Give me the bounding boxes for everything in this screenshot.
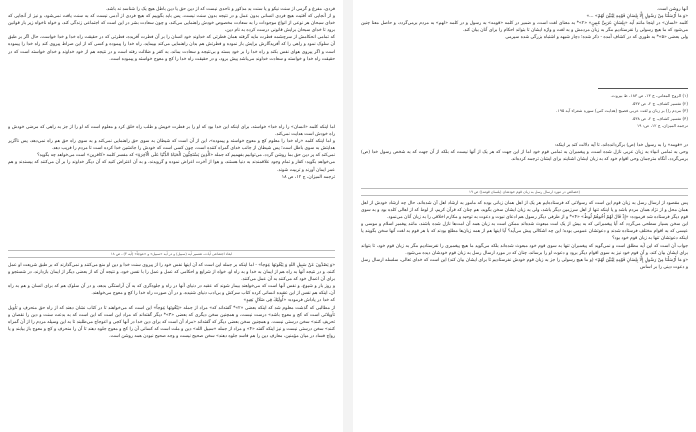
right-page [353, 0, 696, 432]
footnote: (۴) تفسیر کشاف، ج ۲، ص ۵۳۸. [631, 115, 688, 121]
left-bottom-text [8, 262, 335, 426]
paragraph: پس مقصود از ارسال رسل به زبان قوم این است که رسولانی که فرستاده‌ایم هر یک از اهل همان زبانی بوده که مأمور به ارشاد اهل آن شده‌اند، حال چه ارشاد خودش از اهل همان محل و از نژاد همان مردم باشد و یا اینکه تنها از اهل سرزمین دیگر باشد، ولی به زبان ایشان سخن بگوید، هم چنان که قرآن کریم، از لوط که از اهالی کلده بود و به سوی قوم دیگر فرستاده شد فرموده: «إِذْ قَالَ لَهُمْ أَخُوهُمْ لُوطٌ» «۴»* و از طرفی دیگر رسول هم ادعای نبوت و دعوت به توحید و مکارم اخلاقی را به زبان آنان می‌نمود. [361, 201, 688, 221]
paragraph: آنها روشن است. [656, 7, 688, 12]
paragraph: نمی‌کند که پر دین حق بما روشن گردد، می‌توانیم بفهمیم که جمله «الَّذِینَ یَسْتَحِبُّونَ الْحَیَاةَ الدُّنْیَا عَلَى الْآخِرَةِ» که مفسر کلمه «کافرین» است می‌خواهد چه بگوید؟ [37, 153, 335, 159]
running-header: ابعاد اجتماعی آیات، تفسیر آیه (سبیل) و در آیه «سبیل» و «عوجاً» (آیه ۳) ـ ص ۱۸ [8, 250, 335, 258]
left-top-text [8, 6, 335, 118]
paragraph: می‌خواهد بگوید: کفار و تمام وجود علاقمندند به دنیا هستند، و هوا از آخرت اعراض نموده و گرویدند، و به آن اعتراض کنید که آن دیگر خداوند را بر آن می‌کنند که بپسندند و هم عمر ایمان آورند و تربیت شوند. [8, 160, 335, 173]
paragraph: اما اینکه کلمه «انسان» را راه خدا» خواسته، برای اینکه این خدا بود که او را بر فطرت خویش و طلب راه خلق کرد و معلوم است که او را از جز به راهی که مرضی خودش و راه خودش است هدایت نمی‌کند. [8, 125, 335, 138]
page-gutter [343, 0, 353, 432]
right-bottom-text [361, 200, 688, 426]
paragraph: این سخن بسیار سطحی می‌گردد که آیا پیغمبرانی که به بیش از یک امت مبعوث شده‌اند ممکن است به زبان همه آن امت‌ها نازل شده باشند، مانند پیغمبر اسلام و موسی و عیسی که به اقوام مختلف فرستاده شدند و دعوتشان عمومی بوده؛ این چه اشکالی پیش می‌آید؟ آیا اینها هم از همه زبان‌ها مطلع بودند که با هر قوم به لغت آنها سخن بگویند یا اینکه دعوتشان تنها به زبان قوم خود بود؟ [361, 222, 688, 242]
paragraph: فردی، مفرغ و گرمی از سنت نیکو و یا سنت بد مذکور و ناحدی نیست که از دین حق یا دین باطل هیچ یک را شناسد نه باشد. [105, 7, 335, 12]
paragraph: از مطالبی که گذشت معلوم شد که اینکه بعضی «۲»* گفته‌اند که» مراد از جمله «یَبْغُونَهَا عِوَجاً» این است که می‌خواهند تا در کتاب نشان دهند که از راه حق منحرف و تأویل تأویلاتی است که کج و معوج باشد» درست نیست، و همچنین سخن دیگری که بعضی «۳»* دیگر گفته‌اند که مراد این است که این است که به بدعت سنت و دین را نقصان و تحریف کنند» سخن درستی نیست. و همچنین سخن بعضی دیگر که گفته‌اند «مراد آن است که برای دین خدا در آنها کجی و اعوجاج می‌طلبند تا به این وسیله مردم را از آن گمراه کنند» سخن درستی نیست و نیز اینکه گفته «۴» و مراد از جمله «سبیل الله» دین و ملت است که کسانی آن را کج و معوج جلوه دهند تا آن را منحرف و کج و معوج باز بیابند و یا رواج فساد در میان مؤمنین، معارف دین را هم فاسد جلوه دهند» سخن صحیح نیست و وجه صحیح نبودن همه روشن است. [8, 305, 335, 339]
footnote: (۱) الروح المعانی، ج ۱۳، ص ۱۸۳، ط بیروت. [610, 93, 688, 98]
paragraph: جواب آن است که این آیه مطلق است و نمی‌گوید که پیغمبران تنها به سوی قوم خود مبعوث شده‌اند بلکه می‌گوید ما هیچ پیغمبری را نفرستادیم مگر به زبان قوم خود، تا بتواند برای ایشان بیان کند، و آن قوم خود نیز به سوی اقوام دیگر برود و دعوت او را برساند، چنان که در مورد ارسال رسل به زبان قوم خودشان دیده می‌شود. [361, 243, 688, 256]
paragraph: وحی به تمامی انبیاء به زبان عربی نازل شده است، و پیغمبران به تمامی قوم خود اما از این جهت که هر یک از آنها نیست که بلکه از آن جهت که به شخص رسول خدا (ص) برمی‌گردد، آنگاه مترجمان وحی اقوام خود که به زبان ایشان اشنایند برای ایشان ترجمه کرده‌اند. [361, 150, 688, 163]
left-page [0, 0, 343, 432]
paragraph: در «قومه» را به رسول خدا (ص) برگردانده‌اند، تا آیه دلالت کند بر اینکه: [554, 143, 688, 148]
paragraph: که خدا در پاداش فرموده: «أُولَئِكَ فِی ضَلَالٍ بَعِیدٍ» [243, 298, 335, 304]
paragraph: «وَ مَا أَرْسَلْنَا مِنْ رَسُولٍ إِلَّا بِلِسَانِ قَوْمِهِ لِیُبَیِّنَ لَهُمْ» ...» [586, 14, 688, 20]
right-middle-text [361, 142, 688, 182]
paragraph: و روز بار و شیوع، و نفس آنها است که می‌خواهند بیمار شوند که عقبه در دنیای آنها در راه و جلوه‌گری که به آن آراستگی بدهد، و در آن سلوک هم که برای انسان و هم به راه آن، اینکه هم نفس از این عقیده انسانی کرده کتاب سرکش و بی‌ادب دنیای شنیده، و در آن صورت راه خدا را کج و معوج می‌خواهند. [8, 284, 335, 297]
footnote: (۲) تفسیر کشاف، ج ۲، ص ۵۳۷. [631, 100, 688, 106]
footnote-rule [598, 88, 688, 89]
paragraph: کلمه «لسان» در اینجا مانند آیه «بِلِسَانٍ عَرَبِیٍّ مُبِینٍ» «۲»* به معنای لغت است، و ضمیر در کلمه «قومه» به رسول و در کلمه «لهم» به مردم برمی‌گردد، و حاصل معنا چنین می‌شود که ما هیچ رسولی را نفرستادیم مگر به زبان مردمش و به لغت و واژه ایشان تا بتواند احکام را برای آنان بیان کند. [361, 21, 688, 34]
footnotes [361, 92, 688, 138]
page-reference: ترجمه المیزان، ج ۱۲، ص: ۱۹ [637, 123, 688, 129]
footnote: (۳) مردم را) بر زبان و لغت عربی فصیح (هدایت کنی) سوره شعراء آیه ۱۹۵. [556, 108, 688, 114]
paragraph: و از آنجایی که آفتیت هیچ فردی انسانی بدون عمل و در نتیجه بدون سنت نیست، پس باید بگوییم که هیچ فردی از آدمی نیست که به سنت یافت نمی‌شود، و نیز از آنجایی که خدای سبحان هر نوعی از انواع موجودات را به سعادت مخصوص خودش راهنمایی می‌کند، و چون سعادت بشر در این است که اجتماعی زندگی کند، و خواه ناخواه زیر بار قوانین برود تا خدای سبحان برایش قانونی درست کرده به نام دین، [8, 14, 335, 34]
right-top-text [361, 6, 688, 84]
paragraph: «وَ مَا أَرْسَلْنَا مِنْ رَسُولٍ إِلَّا بِلِسَانِ قَوْمِهِ لِیُبَیِّنَ لَهُمْ» (و ما هیچ رسولی را جز به زبان قوم خودش نفرستادیم تا برای ایشان بیان کند) این است که خدای تعالی، سلسله ارسال رسل و دعوت دینی را بر اساس [361, 257, 688, 270]
paragraph: که تمامی انحکامش از سرچشمه فطرت مایه گرفته همان فطرتی که خداوند خود انسان را بر آن فطرت آفریده، فطرتی که در حقیقت راه خدا و خدا خواست، حال اگر بر طبق آن سلوک نمود و راهی را که آفریدگارش برایش باز نموده و فطرتش هم بدان راهنمایی می‌کند بپیماید، راه خدا را پیموده و کسی که از این صراط پیروی کند راه خدا را پیموده است و اگر پیروی هوای نفس بکند و راه خدا را بر خود بسته و بی‌نتیجه و سعادت بماند، به کفر و ضلالت رفته است و در نتیجه هم از خود خداوند و خدای خواسته است که در حقیقت راه خدا و خواسته و سعادت خداوند می‌باشد پیش برود، و در حقیقت راه خدا را کج و معوج خواسته و پیموده است. [8, 35, 335, 62]
running-header: (خصائص در مورد ارسال رسل به زبان قوم خودشان (بلسان قومه)) ص ۱۹ [361, 188, 688, 196]
paragraph: «وَ یَصُدُّونَ عَنْ سَبِیلِ اللَّهِ وَ یَبْغُونَهَا عِوَجاً» - اما اینکه بر جمله این است که آن اینها نفس خود را از پیروی سنت خدا و دین او منع می‌کنند و نمی‌گذارند که بر طبق شریعت او عمل کنند، و در نتیجه آنها به راه هم از ایمان به خدا و به راه او، خواه از شرایع و احکامی که عمل و عمل را با نفس خود، و نتیجه آن که از بعضی دیگر از ایمان بازدارند، در شستجو و برای آن اعمال خود که می‌کنند به آن عمل می‌کنند. [8, 263, 335, 283]
page-reference: ترجمه المیزان، ج ۱۲، ص ۱۸ [281, 174, 335, 180]
left-middle-text [8, 124, 335, 244]
paragraph: ولی بعضی «۵»* به طوری که در کشاف آمده - ذکر شده؛ دچار شبهه و اشتباه بزرگی شده سیرمی [505, 35, 688, 41]
paragraph: و اما اینکه کلمه «راه خدا را معلوم کج و معوج خواسته و پیموده»، این از آن است که شیطان به سوی حق راهنمایی نمی‌کند و به سوی راه حق هم راه نمی‌دهد، پس ناگزیر هدایتش به سوی باطل است؛ پس شیطان از جانب خدای گمراه کننده است، چون کسی است که خودش را جانشین خدا کرده است تا مردم را فریب دهد. [8, 139, 335, 152]
